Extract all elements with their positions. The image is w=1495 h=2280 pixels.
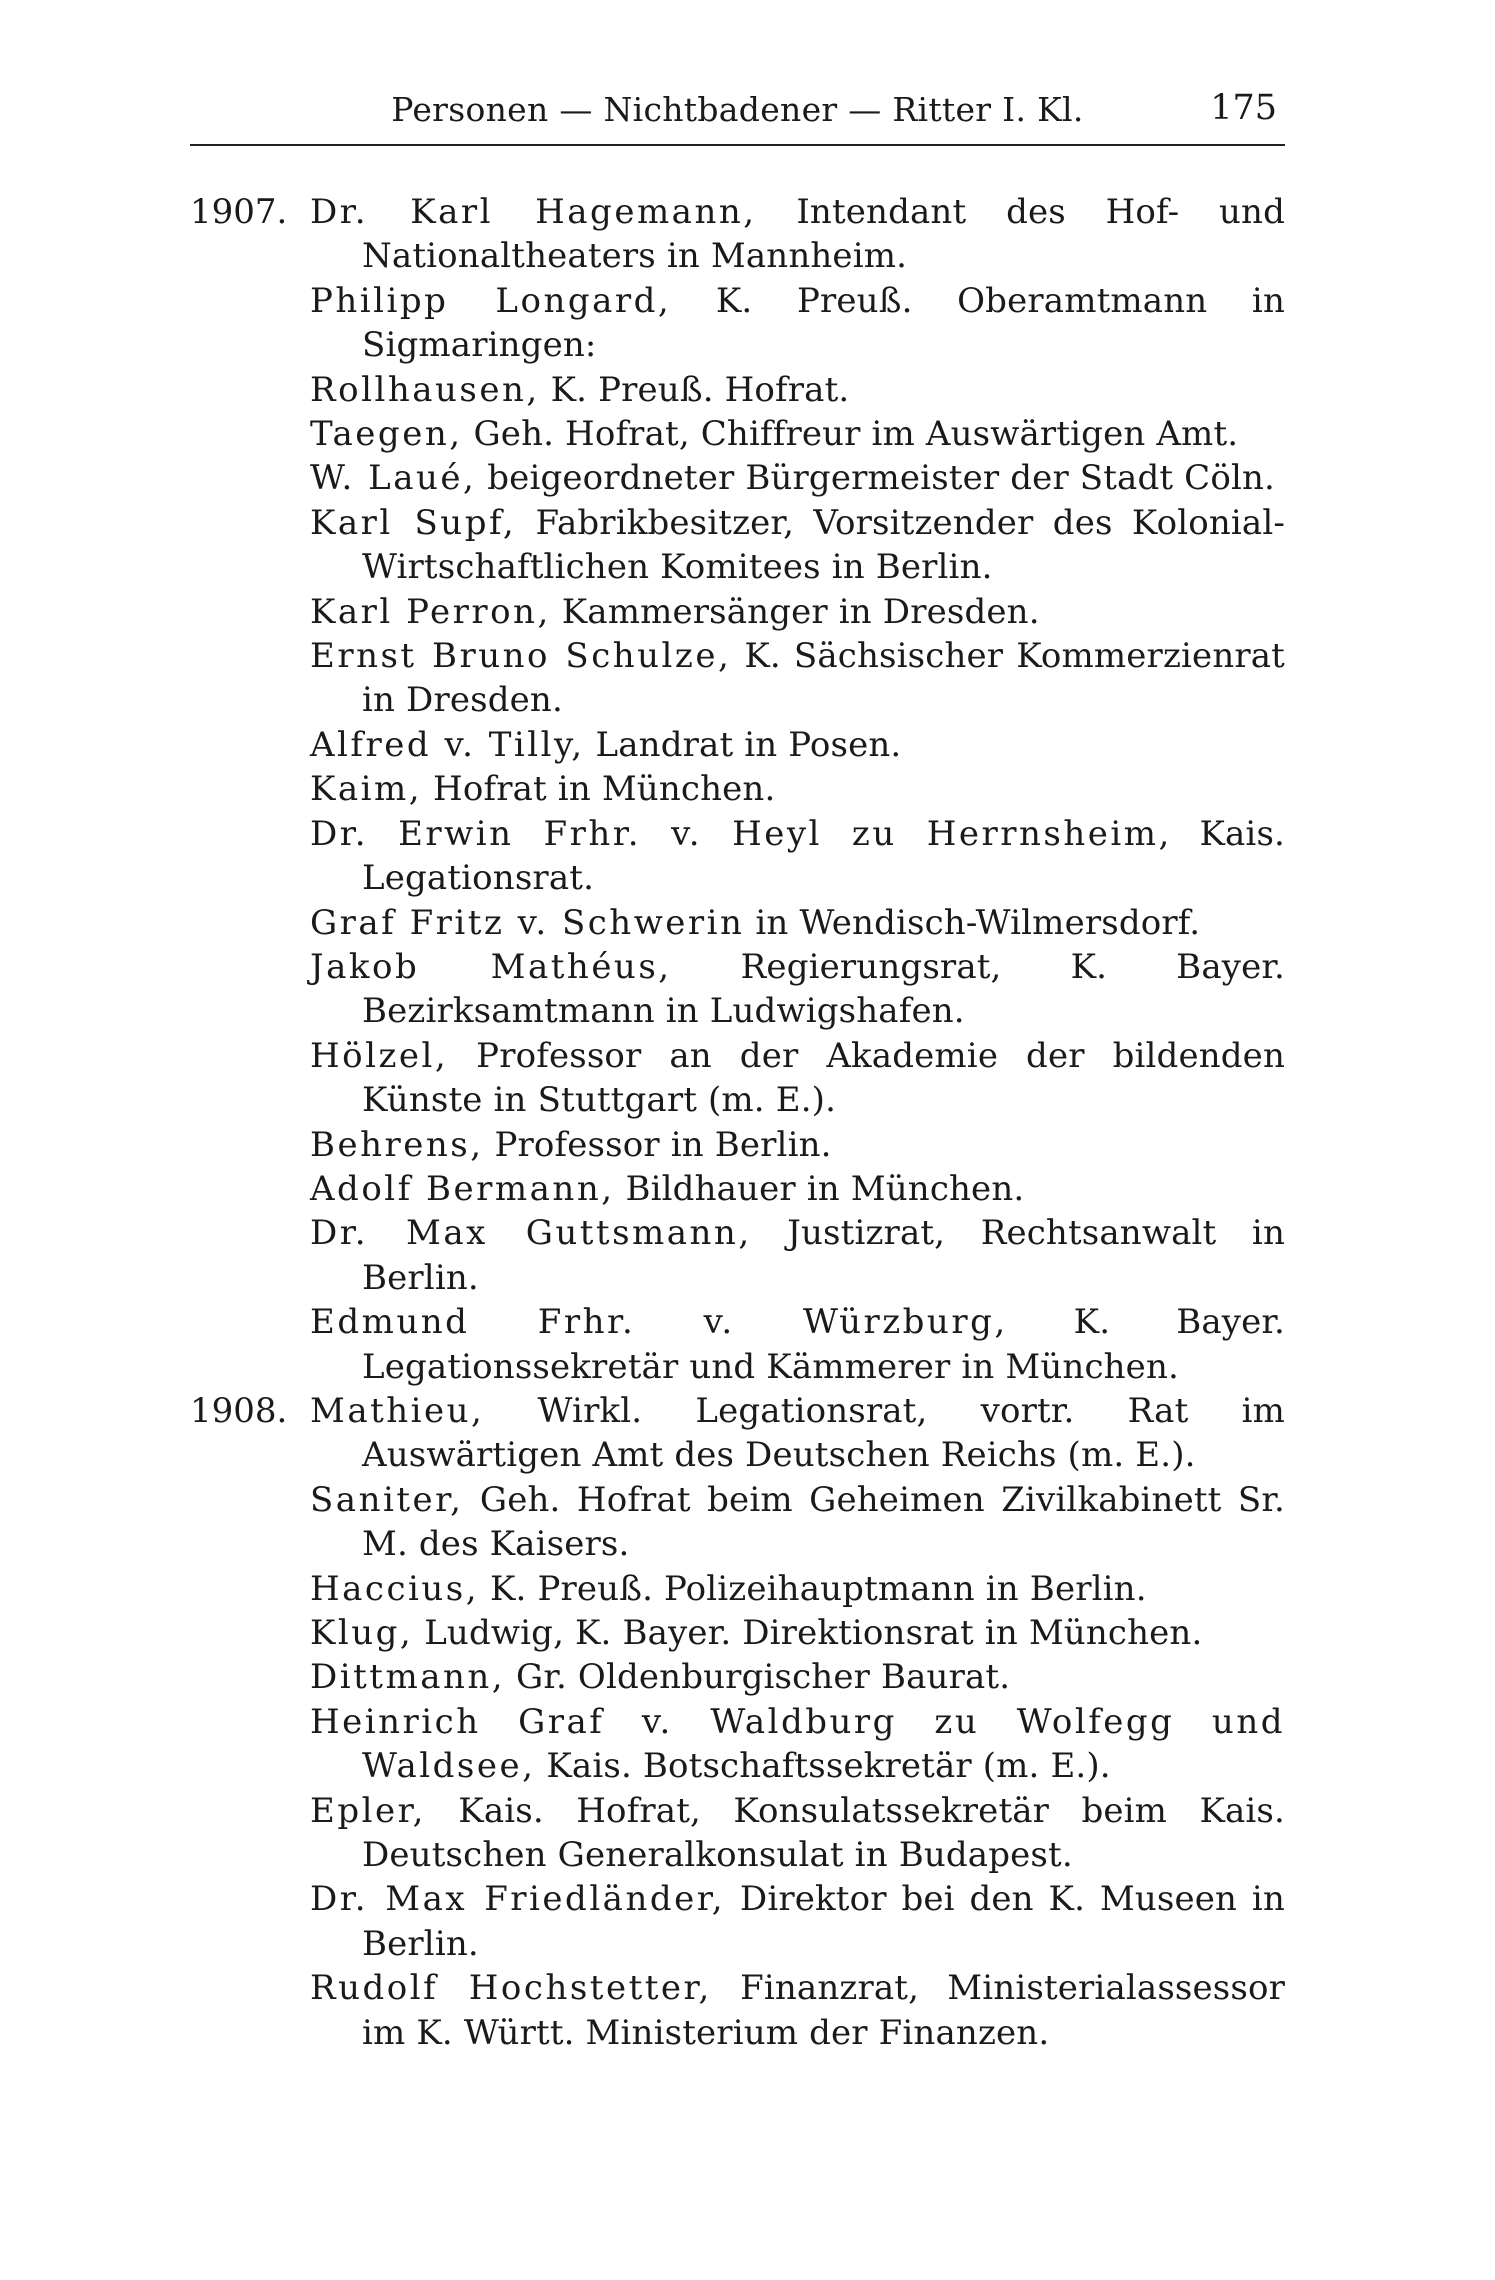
entry-text: Intendant des Hof- und Nationaltheaters in Mannheim. xyxy=(362,192,1285,277)
entry-name: Taegen, xyxy=(310,414,463,455)
entry-text: Professor in Berlin. xyxy=(483,1124,832,1165)
entry-text: Finanzrat, Ministerialassessor im K. Württ. Ministerium der Finanzen. xyxy=(362,1968,1286,2053)
entry-name: Dr. Max Friedländer, xyxy=(310,1879,726,1920)
list-item xyxy=(310,812,1285,901)
entry-text: Bildhauer in München. xyxy=(614,1168,1025,1209)
entry-name: Alfred v. Tilly, xyxy=(310,724,585,765)
entry-name: Dr. Erwin Frhr. v. Heyl zu Herrnsheim, xyxy=(310,813,1172,854)
list-item xyxy=(310,901,1285,945)
entry-text: K. Preuß. Polizeihauptmann in Berlin. xyxy=(479,1568,1147,1609)
entry-text: Kais. Hofrat, Konsulatssekretär beim Kais. Deutschen Generalkonsulat in Budapest. xyxy=(362,1790,1285,1876)
list-item xyxy=(310,1966,1285,2055)
entry-text: Direktor bei den K. Museen in Berlin. xyxy=(362,1879,1285,1964)
entry-name: Karl Perron, xyxy=(310,591,551,632)
entry-name: Philipp Longard, xyxy=(310,280,672,321)
list-item xyxy=(310,1211,1285,1300)
list-item xyxy=(310,501,1285,590)
entry-text: Hofrat in München. xyxy=(422,769,776,810)
list-item xyxy=(310,1789,1285,1878)
entry-text: Geh. Hofrat, Chiffreur im Auswärtigen Amt. xyxy=(462,414,1239,455)
entry-name: Mathieu, xyxy=(310,1390,485,1431)
list-item xyxy=(310,1034,1285,1123)
page-body xyxy=(190,190,1285,2055)
entry-text: Geh. Hofrat beim Geheimen Zivilkabinett Sr. M. des Kaisers. xyxy=(362,1479,1285,1565)
entry-name: Ernst Bruno Schulze, xyxy=(310,636,732,677)
page-number: 175 xyxy=(1210,88,1277,128)
entry-name: Dittmann, xyxy=(310,1657,506,1698)
entry-text: in Wendisch-Wilmersdorf. xyxy=(744,902,1201,943)
list-item xyxy=(310,1478,1285,1567)
list-item xyxy=(310,190,1285,279)
list-item xyxy=(310,1300,1285,1389)
list-item xyxy=(310,412,1285,456)
entry-list xyxy=(310,1389,1285,2055)
year-group-1908 xyxy=(190,1389,1285,2055)
list-item xyxy=(310,1877,1285,1966)
entry-text: K. Bayer. Legationssekretär und Kämmerer in München. xyxy=(362,1302,1286,1387)
list-item xyxy=(310,767,1285,811)
entry-text: beigeordneter Bürgermeister der Stadt Cöln. xyxy=(476,458,1275,499)
list-item xyxy=(310,1167,1285,1211)
entry-name: Dr. Karl Hagemann, xyxy=(310,192,757,232)
page-header xyxy=(190,84,1285,146)
running-head: Personen — Nichtbadener — Ritter I. Kl. xyxy=(391,90,1084,129)
entry-name: Graf Fritz v. Schwerin xyxy=(310,902,745,943)
entry-text: Kais. Botschaftssekretär (m. E.). xyxy=(535,1746,1111,1787)
entry-name: Haccius, xyxy=(310,1568,480,1609)
entry-text: Regierungsrat, K. Bayer. Bezirksamtmann in Ludwigshafen. xyxy=(362,946,1285,1032)
list-item xyxy=(310,590,1285,634)
year-group-1907 xyxy=(190,190,1285,1389)
list-item xyxy=(310,1567,1285,1611)
year-label: 1907. xyxy=(190,192,288,232)
entry-text: Justizrat, Rechtsanwalt in Berlin. xyxy=(362,1213,1286,1298)
entry-name: Epler, xyxy=(310,1790,426,1831)
entry-list xyxy=(310,190,1285,1389)
list-item xyxy=(310,634,1285,723)
entry-name: Saniter, xyxy=(310,1479,464,1520)
entry-name: Karl Supf, xyxy=(310,502,517,543)
entry-text: K. Preuß. Oberamtmann in Sigmaringen: xyxy=(362,280,1286,366)
entry-name: Kaim, xyxy=(310,769,423,810)
entry-text: Gr. Oldenburgischer Baurat. xyxy=(505,1657,1011,1698)
list-item xyxy=(310,945,1285,1034)
entry-name: Klug, xyxy=(310,1613,414,1653)
entry-name: Adolf Bermann, xyxy=(310,1168,615,1209)
list-item xyxy=(310,279,1285,368)
entry-text: K. Preuß. Hofrat. xyxy=(539,369,850,410)
list-item xyxy=(310,1611,1285,1655)
entry-text: Professor an der Akademie der bildenden Künste in Stuttgart (m. E.). xyxy=(362,1035,1285,1121)
entry-text: Kammersänger in Dresden. xyxy=(550,591,1040,632)
list-item xyxy=(310,1655,1285,1699)
entry-name: Behrens, xyxy=(310,1124,484,1165)
entry-text: K. Sächsischer Kommerzienrat in Dresden. xyxy=(362,636,1285,721)
entry-name: Hölzel, xyxy=(310,1035,449,1076)
list-item xyxy=(310,1123,1285,1167)
entry-name: Heinrich Graf v. Waldburg zu Wolfegg und Waldsee, xyxy=(310,1701,1285,1787)
list-item xyxy=(310,1389,1285,1478)
entry-text: Fabrikbesitzer, Vorsitzender des Kolonial-Wirtschaftlichen Komitees in Berlin. xyxy=(362,502,1285,588)
list-item xyxy=(310,723,1285,767)
entry-name: Dr. Max Guttsmann, xyxy=(310,1213,752,1254)
list-item xyxy=(310,368,1285,412)
list-item xyxy=(310,1700,1285,1789)
entry-text: Wirkl. Legationsrat, vortr. Rat im Auswärtigen Amt des Deutschen Reichs (m. E.). xyxy=(362,1390,1285,1476)
entry-text: Landrat in Posen. xyxy=(584,724,902,765)
entry-name: Rollhausen, xyxy=(310,369,540,410)
entry-text: Ludwig, K. Bayer. Direktionsrat in München. xyxy=(413,1613,1203,1653)
entry-name: Edmund Frhr. v. Würzburg, xyxy=(310,1302,1008,1343)
year-label: 1908. xyxy=(190,1390,288,1431)
entry-name: Jakob Mathéus, xyxy=(310,946,672,987)
entry-text: Kais. Legationsrat. xyxy=(362,813,1285,899)
entry-name: Rudolf Hochstetter, xyxy=(310,1968,712,2009)
entry-name: W. Laué, xyxy=(310,458,477,499)
list-item xyxy=(310,456,1285,500)
